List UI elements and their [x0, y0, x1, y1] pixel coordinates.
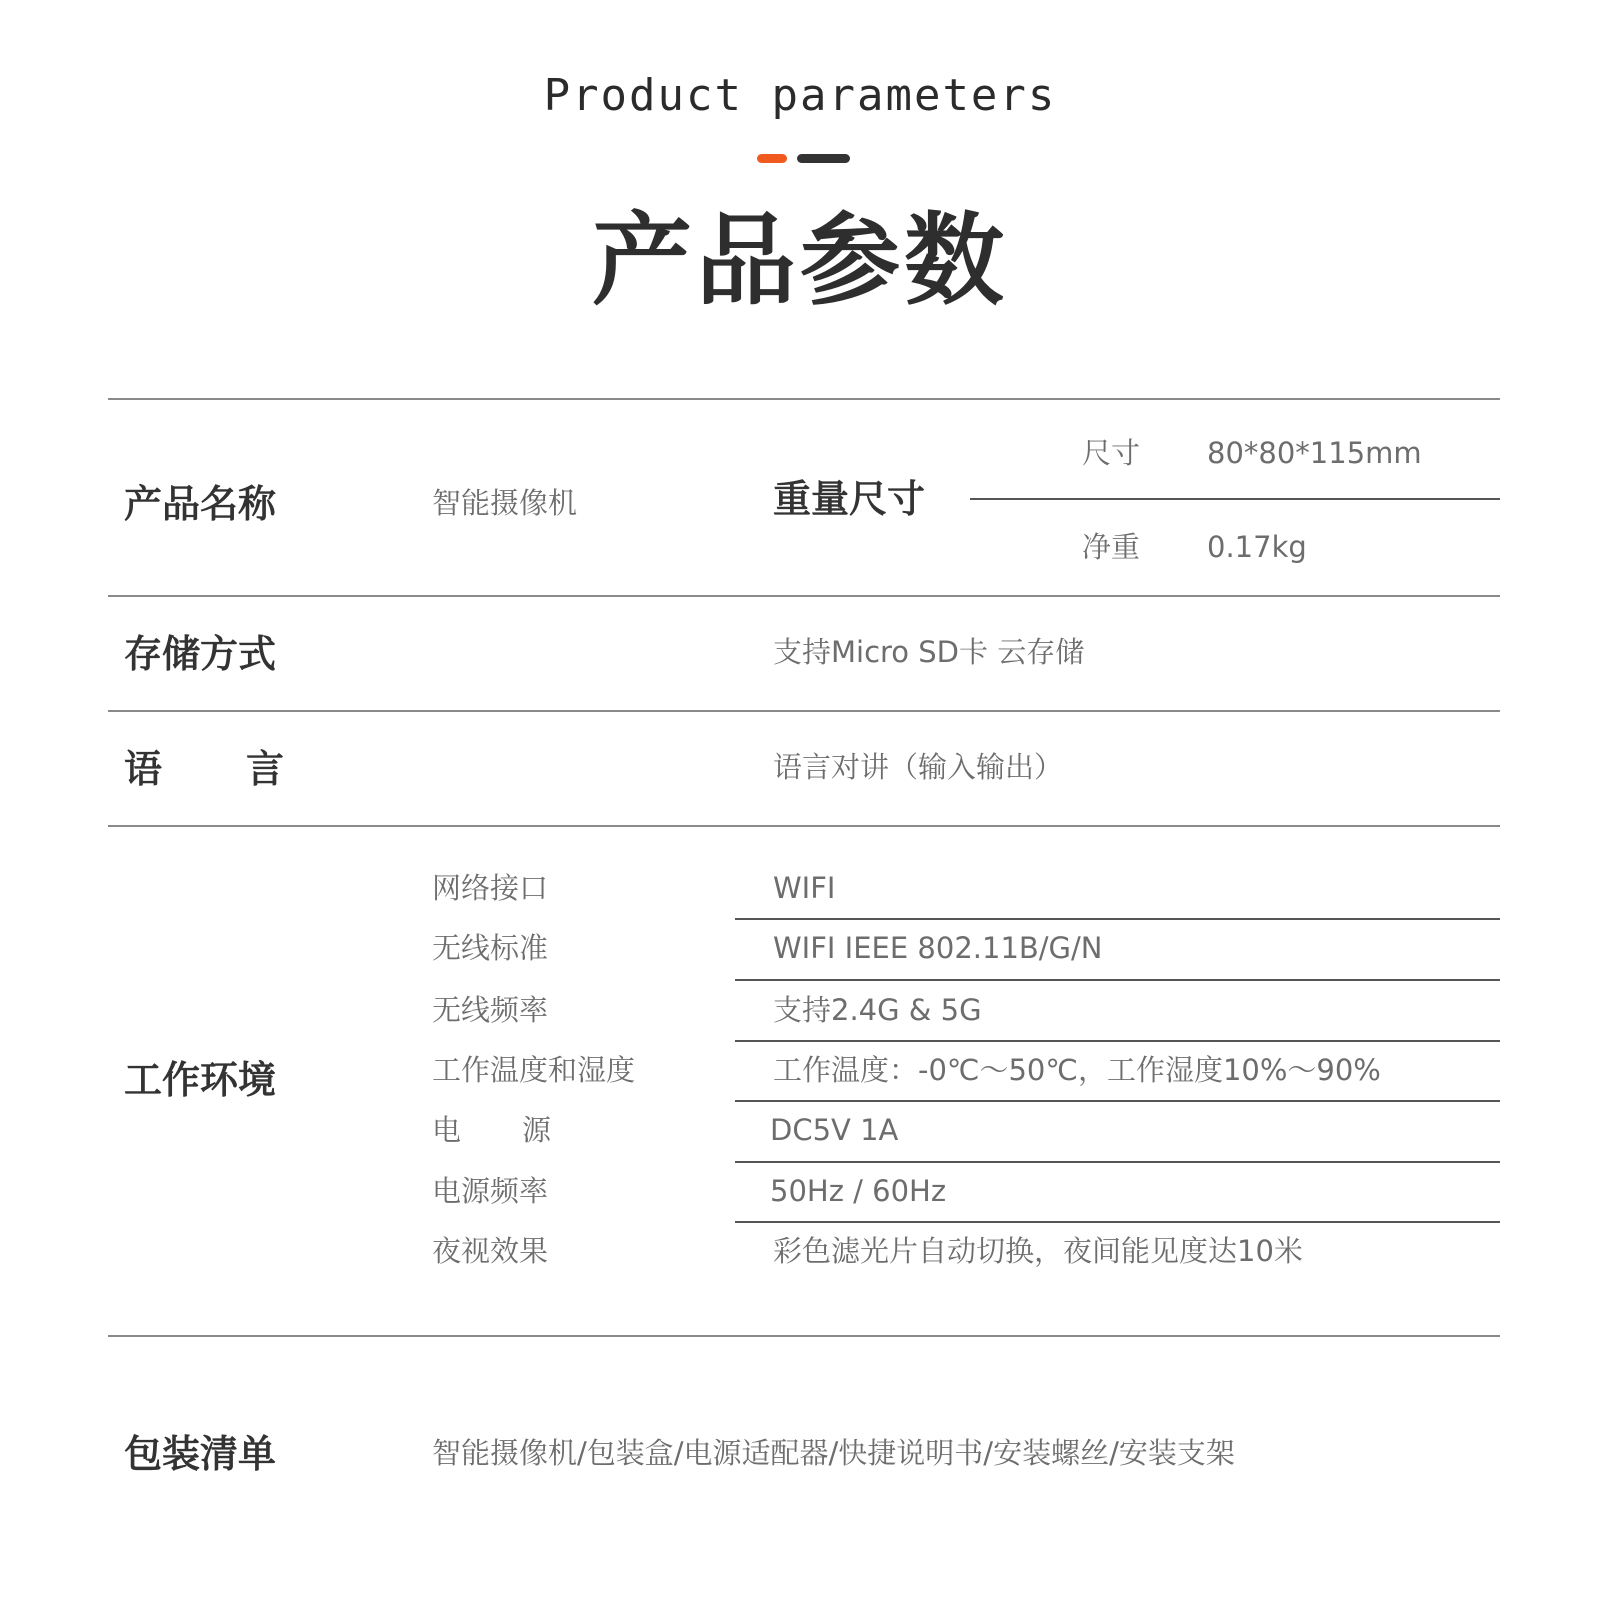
env-key-night-vision: 夜视效果: [432, 1234, 549, 1268]
package-value: 智能摄像机/包装盒/电源适配器/快捷说明书/安装螺丝/安装支架: [432, 1436, 1235, 1470]
env-key-power-first: 电: [432, 1113, 462, 1147]
size-value: 80*80*115mm: [1207, 436, 1422, 470]
table-divider-bottom: [108, 1335, 1500, 1337]
env-row-divider: [735, 1221, 1500, 1223]
weight-size-label: 重量尺寸: [773, 477, 926, 521]
env-key-wireless-frequency: 无线频率: [432, 993, 549, 1027]
env-row-divider: [735, 1161, 1500, 1163]
table-divider: [108, 825, 1500, 827]
env-value-power: DC5V 1A: [770, 1113, 899, 1147]
table-divider: [108, 710, 1500, 712]
env-value-temperature: 工作温度：-0℃～50℃，工作湿度10%～90%: [773, 1053, 1381, 1087]
env-key-temperature: 工作温度和湿度: [432, 1053, 636, 1087]
language-label-second: 言: [246, 747, 285, 791]
page-title: 产品参数: [592, 202, 1008, 319]
env-row-divider: [735, 979, 1500, 981]
size-label: 尺寸: [1082, 436, 1141, 470]
env-key-power-frequency: 电源频率: [432, 1174, 549, 1208]
env-row-divider: [735, 1100, 1500, 1102]
env-key-wireless-standard: 无线标准: [432, 931, 549, 965]
weight-size-divider: [970, 498, 1500, 500]
weight-value: 0.17kg: [1207, 530, 1307, 564]
english-title: Product parameters: [543, 70, 1057, 121]
package-label: 包装清单: [124, 1432, 277, 1476]
product-name-label: 产品名称: [124, 482, 277, 526]
env-value-wireless-standard: WIFI IEEE 802.11B/G/N: [773, 931, 1103, 965]
accent-bar-orange: [757, 154, 787, 163]
table-divider-top: [108, 398, 1500, 400]
env-row-divider: [735, 918, 1500, 920]
weight-label: 净重: [1082, 530, 1141, 564]
env-value-night-vision: 彩色滤光片自动切换，夜间能见度达10米: [773, 1234, 1303, 1268]
env-value-power-frequency: 50Hz / 60Hz: [770, 1174, 947, 1208]
accent-bar-dark: [797, 154, 850, 163]
table-divider: [108, 595, 1500, 597]
product-name-value: 智能摄像机: [432, 486, 578, 520]
env-value-wireless-frequency: 支持2.4G & 5G: [773, 993, 982, 1027]
storage-label: 存储方式: [124, 632, 277, 676]
env-key-network: 网络接口: [432, 871, 549, 905]
env-row-divider: [735, 1040, 1500, 1042]
storage-value: 支持Micro SD卡 云存储: [773, 635, 1085, 669]
env-value-network: WIFI: [773, 871, 836, 905]
env-key-power-second: 源: [522, 1113, 552, 1147]
environment-label: 工作环境: [124, 1058, 277, 1102]
language-value: 语言对讲（输入输出）: [773, 750, 1064, 784]
language-label-first: 语: [124, 747, 163, 791]
